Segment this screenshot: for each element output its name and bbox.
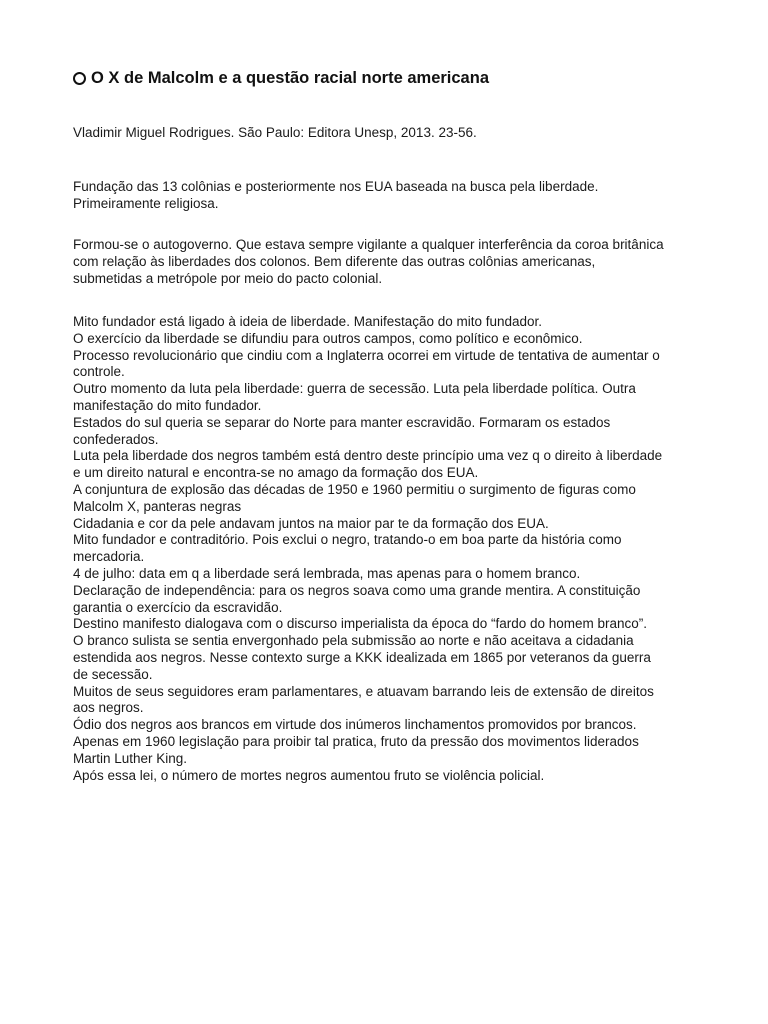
- paragraph: [73, 179, 713, 213]
- text-line: Malcolm X, panteras negras: [73, 498, 242, 514]
- text-line: Outro momento da luta pela liberdade: guerra de secessão. Luta pela liberdade política. Outra: [73, 381, 636, 397]
- text-line: aos negros.: [73, 700, 144, 716]
- text-line: 4 de julho: data em q a liberdade será lembrada, mas apenas para o homem branco.: [73, 565, 581, 581]
- text-line: Martin Luther King.: [73, 750, 188, 766]
- citation: Vladimir Miguel Rodrigues. São Paulo: Editora Unesp, 2013. 23-56.: [73, 125, 477, 140]
- text-line: Fundação das 13 colônias e posteriormente nos EUA baseada na busca pela liberdade.: [73, 179, 599, 194]
- text-line: estendida aos negros. Nesse contexto surge a KKK idealizada em 1865 por veteranos da guerra: [73, 649, 651, 665]
- text-line: Cidadania e cor da pele andavam juntos na maior par te da formação dos EUA.: [73, 515, 549, 531]
- text-line: Mito fundador e contraditório. Pois exclui o negro, tratando-o em boa parte da história como: [73, 532, 622, 548]
- text-line: O exercício da liberdade se difundiu para outros campos, como político e econômico.: [73, 330, 583, 346]
- text-line: Mito fundador está ligado à ideia de liberdade. Manifestação do mito fundador.: [73, 314, 543, 329]
- document-title-text: O X de Malcolm e a questão racial norte americana: [91, 69, 489, 87]
- text-line: O branco sulista se sentia envergonhado pela submissão ao norte e não aceitava a cidadania: [73, 633, 634, 649]
- circle-bullet-icon: [73, 72, 86, 85]
- text-line: Ódio dos negros aos brancos em virtude dos inúmeros linchamentos promovidos por brancos.: [73, 717, 637, 733]
- text-line: com relação às liberdades dos colonos. Bem diferente das outras colônias americanas,: [73, 253, 596, 269]
- text-line: e um direito natural e encontra-se no amago da formação dos EUA.: [73, 465, 479, 481]
- text-line: Declaração de independência: para os negros soava como uma grande mentira. A constituição: [73, 582, 641, 598]
- text-line: A conjuntura de explosão das décadas de 1950 e 1960 permitiu o surgimento de figuras como: [73, 481, 636, 497]
- paragraph: [73, 237, 713, 287]
- text-line: Muitos de seus seguidores eram parlamentares, e atuavam barrando leis de extensão de direitos: [73, 683, 654, 699]
- text-line: submetidas a metrópole por meio do pacto colonial.: [73, 270, 383, 286]
- text-line: Luta pela liberdade dos negros também está dentro deste princípio uma vez q o direito à liberdade: [73, 448, 663, 464]
- text-line: controle.: [73, 364, 125, 380]
- text-line: confederados.: [73, 431, 159, 447]
- text-line: Destino manifesto dialogava com o discurso imperialista da época do “fardo do homem branco”.: [73, 616, 648, 632]
- text-line: mercadoria.: [73, 549, 145, 565]
- text-line: de secessão.: [73, 666, 153, 682]
- text-line: garantia o exercício da escravidão.: [73, 599, 283, 615]
- text-line: Apenas em 1960 legislação para proibir tal pratica, fruto da pressão dos movimentos liderados: [73, 733, 639, 749]
- text-line: manifestação do mito fundador.: [73, 397, 262, 413]
- text-line: Processo revolucionário que cindiu com a Inglaterra ocorrei em virtude de tentativa de aumentar o: [73, 347, 660, 363]
- text-line: Primeiramente religiosa.: [73, 195, 219, 211]
- text-line: Formou-se o autogoverno. Que estava sempre vigilante a qualquer interferência da coroa britânica: [73, 237, 664, 252]
- text-line: Após essa lei, o número de mortes negros aumentou fruto se violência policial.: [73, 767, 545, 783]
- document-title: [73, 66, 489, 90]
- paragraph: [73, 314, 713, 784]
- text-line: Estados do sul queria se separar do Norte para manter escravidão. Formaram os estados: [73, 414, 611, 430]
